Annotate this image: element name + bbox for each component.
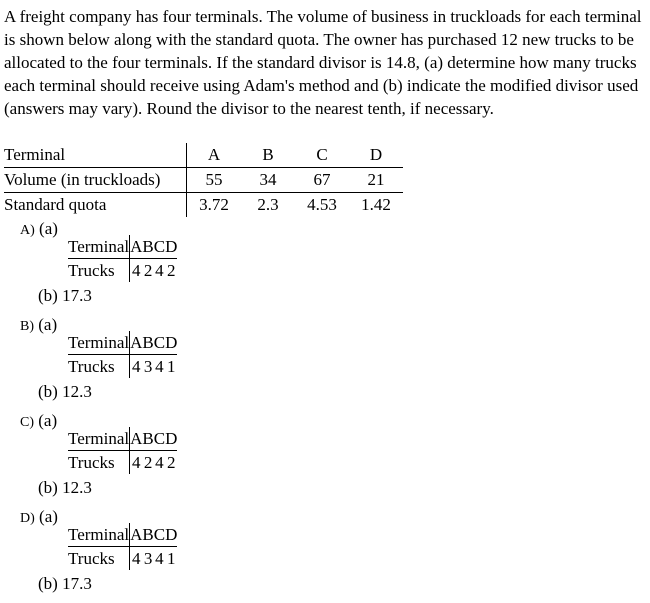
option-b-label: (b) [38,478,58,497]
option-header-row [68,331,177,355]
option-letter: C) [20,415,34,430]
option-terminal-d: D [165,427,177,451]
option-terminal-a: A [130,427,143,451]
option-trucks-d: 2 [166,453,176,472]
option-trucks-table [68,235,177,282]
volume-a: 55 [187,168,242,193]
option-part-b [38,286,92,306]
option-terminal-d: D [165,331,177,355]
option-terminal-label: Terminal [68,331,130,355]
option-head [20,219,58,241]
quota-a: 3.72 [199,195,229,214]
option-trucks-label: Trucks [68,451,130,475]
quota-row [4,193,403,218]
data-table [4,143,403,217]
option-b-label: (b) [38,574,58,593]
option-trucks-c: 4 [155,453,164,472]
option-trucks-a: 4 [132,549,141,568]
option-terminal-c: C [154,331,165,355]
option-terminal-b: B [142,427,153,451]
question-text: A freight company has four terminals. The volume of business in truckloads for each terminal is shown below along with the standard quota. The owner has purchased 12 new trucks to be allocated to the four terminals. If the standard divisor is 14.8, (a) determine how many trucks each terminal should receive using Adam's method and (b) indicate the modified divisor used (answers may vary). Round the divisor to the nearest tenth, if necessary. [4,7,642,118]
option-terminal-d: D [165,523,177,547]
option-terminal-b: B [142,331,153,355]
option-trucks-b: 2 [143,453,153,472]
option-terminal-a: A [130,235,143,259]
option-letter: B) [20,319,34,334]
option-head [20,507,58,529]
terminal-label: Terminal [4,143,187,168]
option-terminal-a: A [130,523,143,547]
option-trucks-b: 3 [143,549,153,568]
volume-label: Volume (in truckloads) [4,168,187,193]
option-terminal-c: C [154,427,165,451]
option-trucks-row [68,259,177,283]
terminal-a: A [187,143,242,168]
option-divisor: 12.3 [62,478,92,497]
volume-row [4,168,403,193]
option-b-label: (b) [38,382,58,401]
option-trucks-d: 1 [166,357,176,376]
option-part-a: (a) [39,219,58,238]
option-head [20,411,57,433]
option-trucks-label: Trucks [68,547,130,571]
option-terminal-d: D [165,235,177,259]
terminal-d: D [349,143,403,168]
option-divisor: 17.3 [62,574,92,593]
option-part-a: (a) [38,411,58,430]
option-trucks-table [68,523,177,570]
volume-c: 67 [295,168,349,193]
quota-label: Standard quota [4,193,187,218]
option-trucks-d: 2 [166,261,176,280]
volume-b: 34 [241,168,295,193]
option-trucks-label: Trucks [68,355,130,379]
option-trucks-c: 4 [155,261,164,280]
option-trucks-row [68,355,177,379]
option-part-b [38,574,92,594]
quota-b: 2.3 [257,195,279,214]
option-trucks-a: 4 [132,357,141,376]
option-terminal-b: B [142,523,153,547]
option-letter: A) [20,223,35,238]
option-trucks-c: 4 [155,549,164,568]
option-trucks-table [68,427,177,474]
option-part-a: (a) [38,315,58,334]
option-header-row [68,427,177,451]
option-trucks-d: 1 [166,549,176,568]
option-b-label: (b) [38,286,58,305]
option-header-row [68,235,177,259]
option-trucks-b: 2 [143,261,153,280]
option-terminal-label: Terminal [68,235,130,259]
option-trucks-a: 4 [132,261,141,280]
option-terminal-a: A [130,331,143,355]
option-trucks-row [68,547,177,571]
option-part-b [38,478,92,498]
option-part-a: (a) [39,507,58,526]
terminal-row [4,143,403,168]
option-trucks-table [68,331,177,378]
option-part-b [38,382,92,402]
terminal-b: B [241,143,295,168]
option-terminal-b: B [142,235,153,259]
option-trucks-row [68,451,177,475]
option-letter: D) [20,511,35,526]
option-divisor: 12.3 [62,382,92,401]
option-divisor: 17.3 [62,286,92,305]
option-header-row [68,523,177,547]
option-trucks-c: 4 [155,357,164,376]
option-terminal-c: C [154,523,165,547]
option-terminal-c: C [154,235,165,259]
option-terminal-label: Terminal [68,523,130,547]
option-head [20,315,57,337]
option-trucks-label: Trucks [68,259,130,283]
terminal-c: C [295,143,349,168]
quota-d: 1.42 [361,195,391,214]
volume-d: 21 [349,168,403,193]
quota-c: 4.53 [307,195,337,214]
option-terminal-label: Terminal [68,427,130,451]
option-trucks-a: 4 [132,453,141,472]
option-trucks-b: 3 [143,357,153,376]
